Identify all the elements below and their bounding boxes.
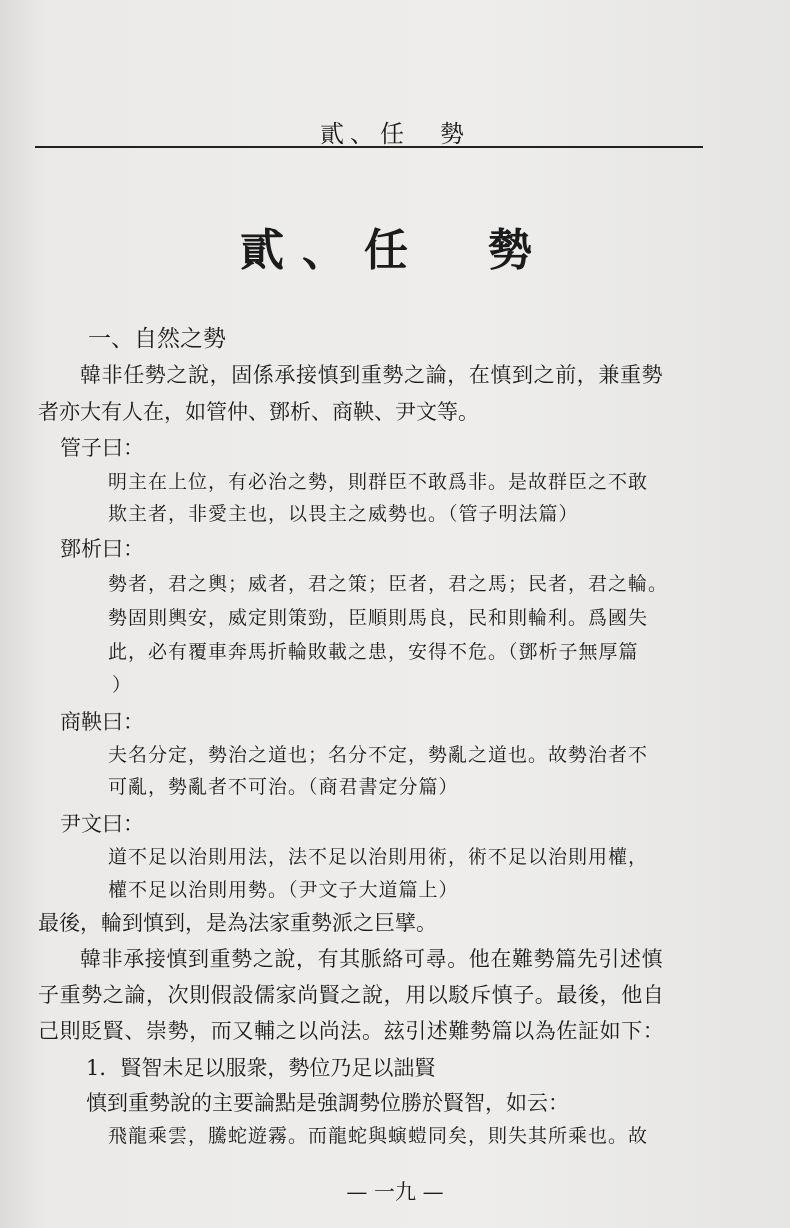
speaker-label: 商鞅曰： [60, 710, 144, 734]
quote-line: ） [112, 674, 133, 696]
paragraph-line: 韓非任勢之說，固係承接慎到重勢之論，在慎到之前，兼重勢 [80, 363, 664, 387]
speaker-label: 尹文曰： [60, 812, 144, 836]
paragraph-line: 最後，輪到慎到，是為法家重勢派之巨擘。 [38, 911, 437, 935]
chapter-title: 貳、任 勢 [240, 225, 550, 276]
quote-line: 可亂，勢亂者不可治。（商君書定分篇） [108, 776, 459, 798]
paragraph-line: 者亦大有人在，如管仲、鄧析、商鞅、尹文等。 [38, 400, 479, 424]
subsection-heading: 1．賢智未足以服衆，勢位乃足以詘賢 [86, 1056, 436, 1080]
speaker-label: 管子曰： [60, 436, 144, 460]
page-number: — 一九 — [346, 1180, 444, 1204]
quote-line: 勢者，君之輿；威者，君之策；臣者，君之馬；民者，君之輪。 [108, 573, 669, 595]
running-head: 貳、任 勢 [320, 120, 470, 148]
section-heading: 一、自然之勢 [88, 326, 226, 352]
quote-line: 欺主者，非愛主也，以畏主之威勢也。（管子明法篇） [108, 503, 579, 525]
quote-line: 道不足以治則用法，法不足以治則用術，術不足以治則用權， [108, 846, 649, 868]
quote-line: 權不足以治則用勢。（尹文子大道篇上） [108, 879, 459, 901]
quote-line: 夫名分定，勢治之道也；名分不定，勢亂之道也。故勢治者不 [108, 744, 649, 766]
quote-line: 此，必有覆車奔馬折輪敗載之患，安得不危。（鄧析子無厚篇 [108, 641, 639, 663]
quote-line: 勢固則輿安，威定則策勁，臣順則馬良，民和則輪利。爲國失 [108, 607, 649, 629]
paragraph-line: 己則貶賢、崇勢，而又輔之以尚法。玆引述難勢篇以為佐証如下： [38, 1019, 665, 1043]
speaker-label: 鄧析曰： [60, 537, 144, 561]
quote-line: 飛龍乘雲，騰蛇遊霧。而龍蛇與螾螘同矣，則失其所乘也。故 [108, 1125, 649, 1147]
paragraph-line: 慎到重勢說的主要論點是強調勢位勝於賢智，如云： [86, 1091, 569, 1115]
header-rule [35, 146, 703, 148]
paragraph-line: 子重勢之論，次則假設儒家尚賢之說，用以駁斥慎子。最後，他自 [38, 983, 665, 1007]
paragraph-line: 韓非承接慎到重勢之說，有其脈絡可尋。他在難勢篇先引述慎 [80, 947, 664, 971]
quote-line: 明主在上位，有必治之勢，則群臣不敢爲非。是故群臣之不敢 [108, 471, 649, 493]
